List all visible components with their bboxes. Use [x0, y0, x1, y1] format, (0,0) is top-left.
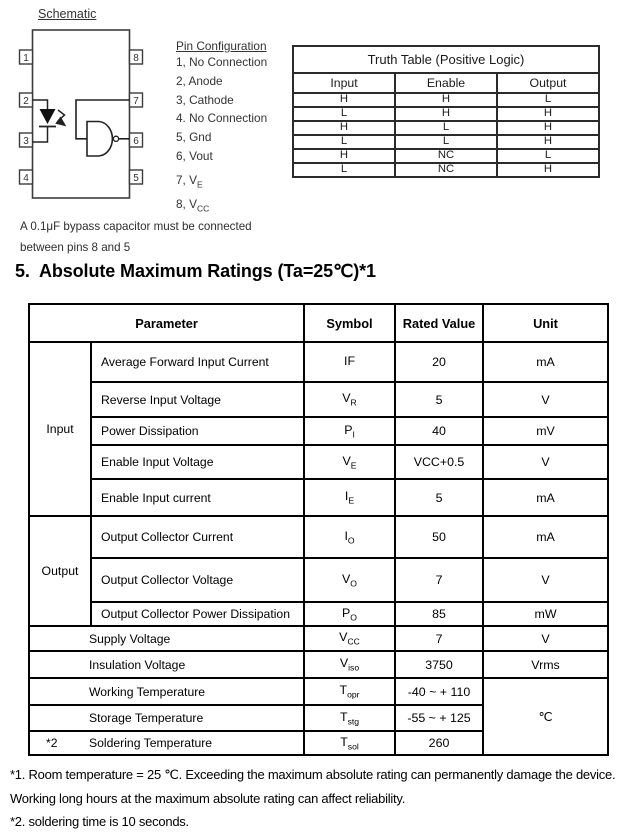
value-cell: VCC+0.5: [395, 445, 483, 479]
symbol-base: V: [342, 391, 351, 406]
param-cell: Power Dissipation: [91, 417, 304, 445]
value-cell: 40: [395, 417, 483, 445]
pin-number-7: 7: [133, 96, 139, 107]
symbol-cell: [304, 479, 395, 516]
value-cell: 20: [395, 342, 483, 382]
pin-boxes-right: [130, 50, 143, 184]
unit-cell: mA: [483, 342, 608, 382]
symbol-sub: opr: [347, 689, 360, 700]
section-heading: 5. Absolute Maximum Ratings (Ta=25℃)*1: [15, 261, 376, 281]
unit-cell: V: [483, 626, 608, 651]
truth-cell: H: [293, 121, 395, 135]
note-line-2: between pins 8 and 5: [20, 240, 131, 254]
unit-cell: V: [483, 382, 608, 417]
truth-row: [293, 163, 599, 177]
param-cell: Working Temperature: [29, 678, 304, 705]
value-cell: 5: [395, 382, 483, 417]
pin-config-sub: E: [197, 179, 203, 190]
param-label: Soldering Temperature: [89, 736, 213, 750]
unit-cell: mW: [483, 602, 608, 626]
footnote-ref: *2: [46, 736, 58, 750]
group-input: Input: [29, 342, 91, 516]
value-cell: -55 ~ + 125: [395, 705, 483, 731]
symbol-cell: [304, 382, 395, 417]
symbol-cell: [304, 731, 395, 755]
symbol-cell: [304, 626, 395, 651]
pin-number-8: 8: [133, 53, 139, 64]
symbol-base: V: [339, 656, 349, 671]
pin-config-sub: CC: [197, 203, 210, 214]
truth-cell: H: [293, 149, 395, 163]
symbol-base: IF: [344, 353, 356, 368]
unit-cell: V: [483, 558, 608, 602]
header-parameter: Parameter: [29, 304, 304, 342]
table-row: [29, 479, 608, 516]
pin-configuration: [176, 39, 267, 216]
param-cell: Average Forward Input Current: [91, 342, 304, 382]
pin-config-item: [176, 173, 267, 192]
bypass-capacitor-note: [20, 217, 252, 258]
truth-cell: H: [497, 121, 599, 135]
param-cell: Insulation Voltage: [29, 651, 304, 678]
param-cell: Enable Input current: [91, 479, 304, 516]
symbol-sub: E: [348, 495, 355, 506]
symbol-sub: I: [352, 429, 355, 440]
param-cell: Supply Voltage: [29, 626, 304, 651]
truth-cell: L: [497, 93, 599, 107]
pin-config-text: 3, Cathode: [176, 92, 234, 107]
truth-row: [293, 93, 599, 107]
symbol-cell: [304, 602, 395, 626]
table-row: [29, 626, 608, 651]
symbol-sub: E: [350, 460, 357, 471]
unit-cell: mV: [483, 417, 608, 445]
pin-config-item: [176, 149, 267, 168]
truth-row: [293, 135, 599, 149]
table-row: [29, 602, 608, 626]
symbol-base: P: [344, 422, 353, 437]
value-cell: 7: [395, 558, 483, 602]
pin-config-item: [176, 197, 267, 216]
pin-config-item: [176, 74, 267, 93]
truth-row: [293, 121, 599, 135]
table-row: [29, 678, 608, 705]
symbol-cell: [304, 342, 395, 382]
symbol-base: I: [344, 489, 349, 504]
pin-config-text: 8, V: [176, 197, 197, 212]
param-cell: Reverse Input Voltage: [91, 382, 304, 417]
unit-cell: V: [483, 445, 608, 479]
truth-cell: L: [293, 107, 395, 121]
schematic-title: Schematic: [38, 7, 97, 21]
truth-cell: H: [395, 93, 497, 107]
footnotes: [10, 763, 615, 834]
truth-cell: NC: [395, 163, 497, 177]
note-line-1: A 0.1μF bypass capacitor must be connected: [20, 220, 252, 233]
pin-config-text: 7, V: [176, 173, 197, 188]
pin-config-item: [176, 111, 267, 130]
pin-config-text: 1, No Connection: [176, 54, 268, 69]
table-row: [29, 516, 608, 558]
pin-config-text: 2, Anode: [176, 73, 223, 88]
symbol-cell: [304, 417, 395, 445]
symbol-sub: sol: [347, 741, 359, 752]
pin-number-3: 3: [23, 136, 29, 147]
symbol-cell: [304, 445, 395, 479]
truth-cell: H: [497, 163, 599, 177]
symbol-base: V: [339, 630, 348, 645]
param-cell: Output Collector Voltage: [91, 558, 304, 602]
symbol-base: V: [342, 453, 351, 468]
table-row: [29, 651, 608, 678]
truth-cell: H: [497, 107, 599, 121]
pin-config-item: [176, 55, 267, 74]
pin-config-text: 6, Vout: [176, 149, 213, 164]
truth-col-input: Input: [293, 73, 395, 93]
symbol-base: V: [342, 571, 351, 586]
truth-cell: H: [497, 135, 599, 149]
symbol-sub: iso: [348, 662, 360, 673]
symbol-sub: CC: [347, 636, 360, 647]
symbol-sub: O: [347, 535, 355, 546]
value-cell: -40 ~ + 110: [395, 678, 483, 705]
pin-config-item: [176, 93, 267, 112]
truth-cell: H: [293, 93, 395, 107]
param-cell: Output Collector Current: [91, 516, 304, 558]
truth-cell: H: [395, 107, 497, 121]
truth-table-title: Truth Table (Positive Logic): [293, 46, 599, 73]
unit-cell-celsius: ℃: [483, 678, 608, 755]
truth-cell: L: [293, 163, 395, 177]
value-cell: 7: [395, 626, 483, 651]
truth-row: [293, 149, 599, 163]
truth-row: [293, 107, 599, 121]
symbol-base: T: [339, 683, 348, 698]
pin-boxes-left: [20, 50, 33, 184]
symbol-cell: [304, 651, 395, 678]
pin-number-2: 2: [23, 96, 29, 107]
table-row: [29, 417, 608, 445]
value-cell: 260: [395, 731, 483, 755]
symbol-base: T: [339, 709, 348, 724]
header-rated-value: Rated Value: [395, 304, 483, 342]
value-cell: 85: [395, 602, 483, 626]
footnote-2: *2. soldering time is 10 seconds.: [10, 814, 189, 829]
header-unit: Unit: [483, 304, 608, 342]
table-row: [29, 558, 608, 602]
pin-config-item: [176, 130, 267, 149]
footnote-1: *1. Room temperature = 25 ℃. Exceeding the maximum absolute rating can permanently damage the device.: [10, 767, 616, 782]
absolute-maximum-ratings-table: [28, 303, 609, 756]
symbol-cell: [304, 516, 395, 558]
pin-config-text: 5, Gnd: [176, 130, 212, 145]
symbol-sub: O: [350, 612, 357, 623]
truth-col-output: Output: [497, 73, 599, 93]
symbol-base: P: [342, 605, 351, 620]
symbol-base: I: [344, 528, 348, 543]
gate-body: [87, 122, 112, 157]
symbol-cell: [304, 678, 395, 705]
ratings-header-row: [29, 304, 608, 342]
pin-number-6: 6: [133, 136, 139, 147]
table-row: [29, 342, 608, 382]
param-cell: Output Collector Power Dissipation: [91, 602, 304, 626]
unit-cell: mA: [483, 516, 608, 558]
pin-number-5: 5: [133, 173, 139, 184]
symbol-sub: O: [350, 578, 357, 589]
param-cell: Enable Input Voltage: [91, 445, 304, 479]
footnote-1-cont: Working long hours at the maximum absolute rating can affect reliability.: [10, 790, 406, 806]
ic-schematic-drawing: [0, 0, 170, 210]
param-cell: [29, 731, 304, 755]
symbol-base: T: [340, 734, 348, 749]
param-cell: Storage Temperature: [29, 705, 304, 731]
symbol-sub: R: [350, 397, 357, 408]
pin-number-1: 1: [23, 53, 29, 64]
truth-cell: L: [395, 135, 497, 149]
symbol-cell: [304, 705, 395, 731]
pin-config-text: 4. No Connection: [176, 111, 268, 126]
pin-number-4: 4: [23, 173, 29, 184]
symbol-sub: stg: [347, 716, 360, 727]
table-row: [29, 382, 608, 417]
group-output: Output: [29, 516, 91, 626]
truth-table: [292, 45, 600, 178]
truth-col-enable: Enable: [395, 73, 497, 93]
gate-output-bubble: [113, 136, 118, 141]
truth-cell: L: [497, 149, 599, 163]
truth-cell: L: [395, 121, 497, 135]
value-cell: 3750: [395, 651, 483, 678]
truth-cell: L: [293, 135, 395, 149]
value-cell: 50: [395, 516, 483, 558]
value-cell: 5: [395, 479, 483, 516]
header-symbol: Symbol: [304, 304, 395, 342]
truth-cell: NC: [395, 149, 497, 163]
unit-cell: Vrms: [483, 651, 608, 678]
unit-cell: mA: [483, 479, 608, 516]
symbol-cell: [304, 558, 395, 602]
table-row: [29, 445, 608, 479]
pin-configuration-title: Pin Configuration: [176, 39, 267, 53]
